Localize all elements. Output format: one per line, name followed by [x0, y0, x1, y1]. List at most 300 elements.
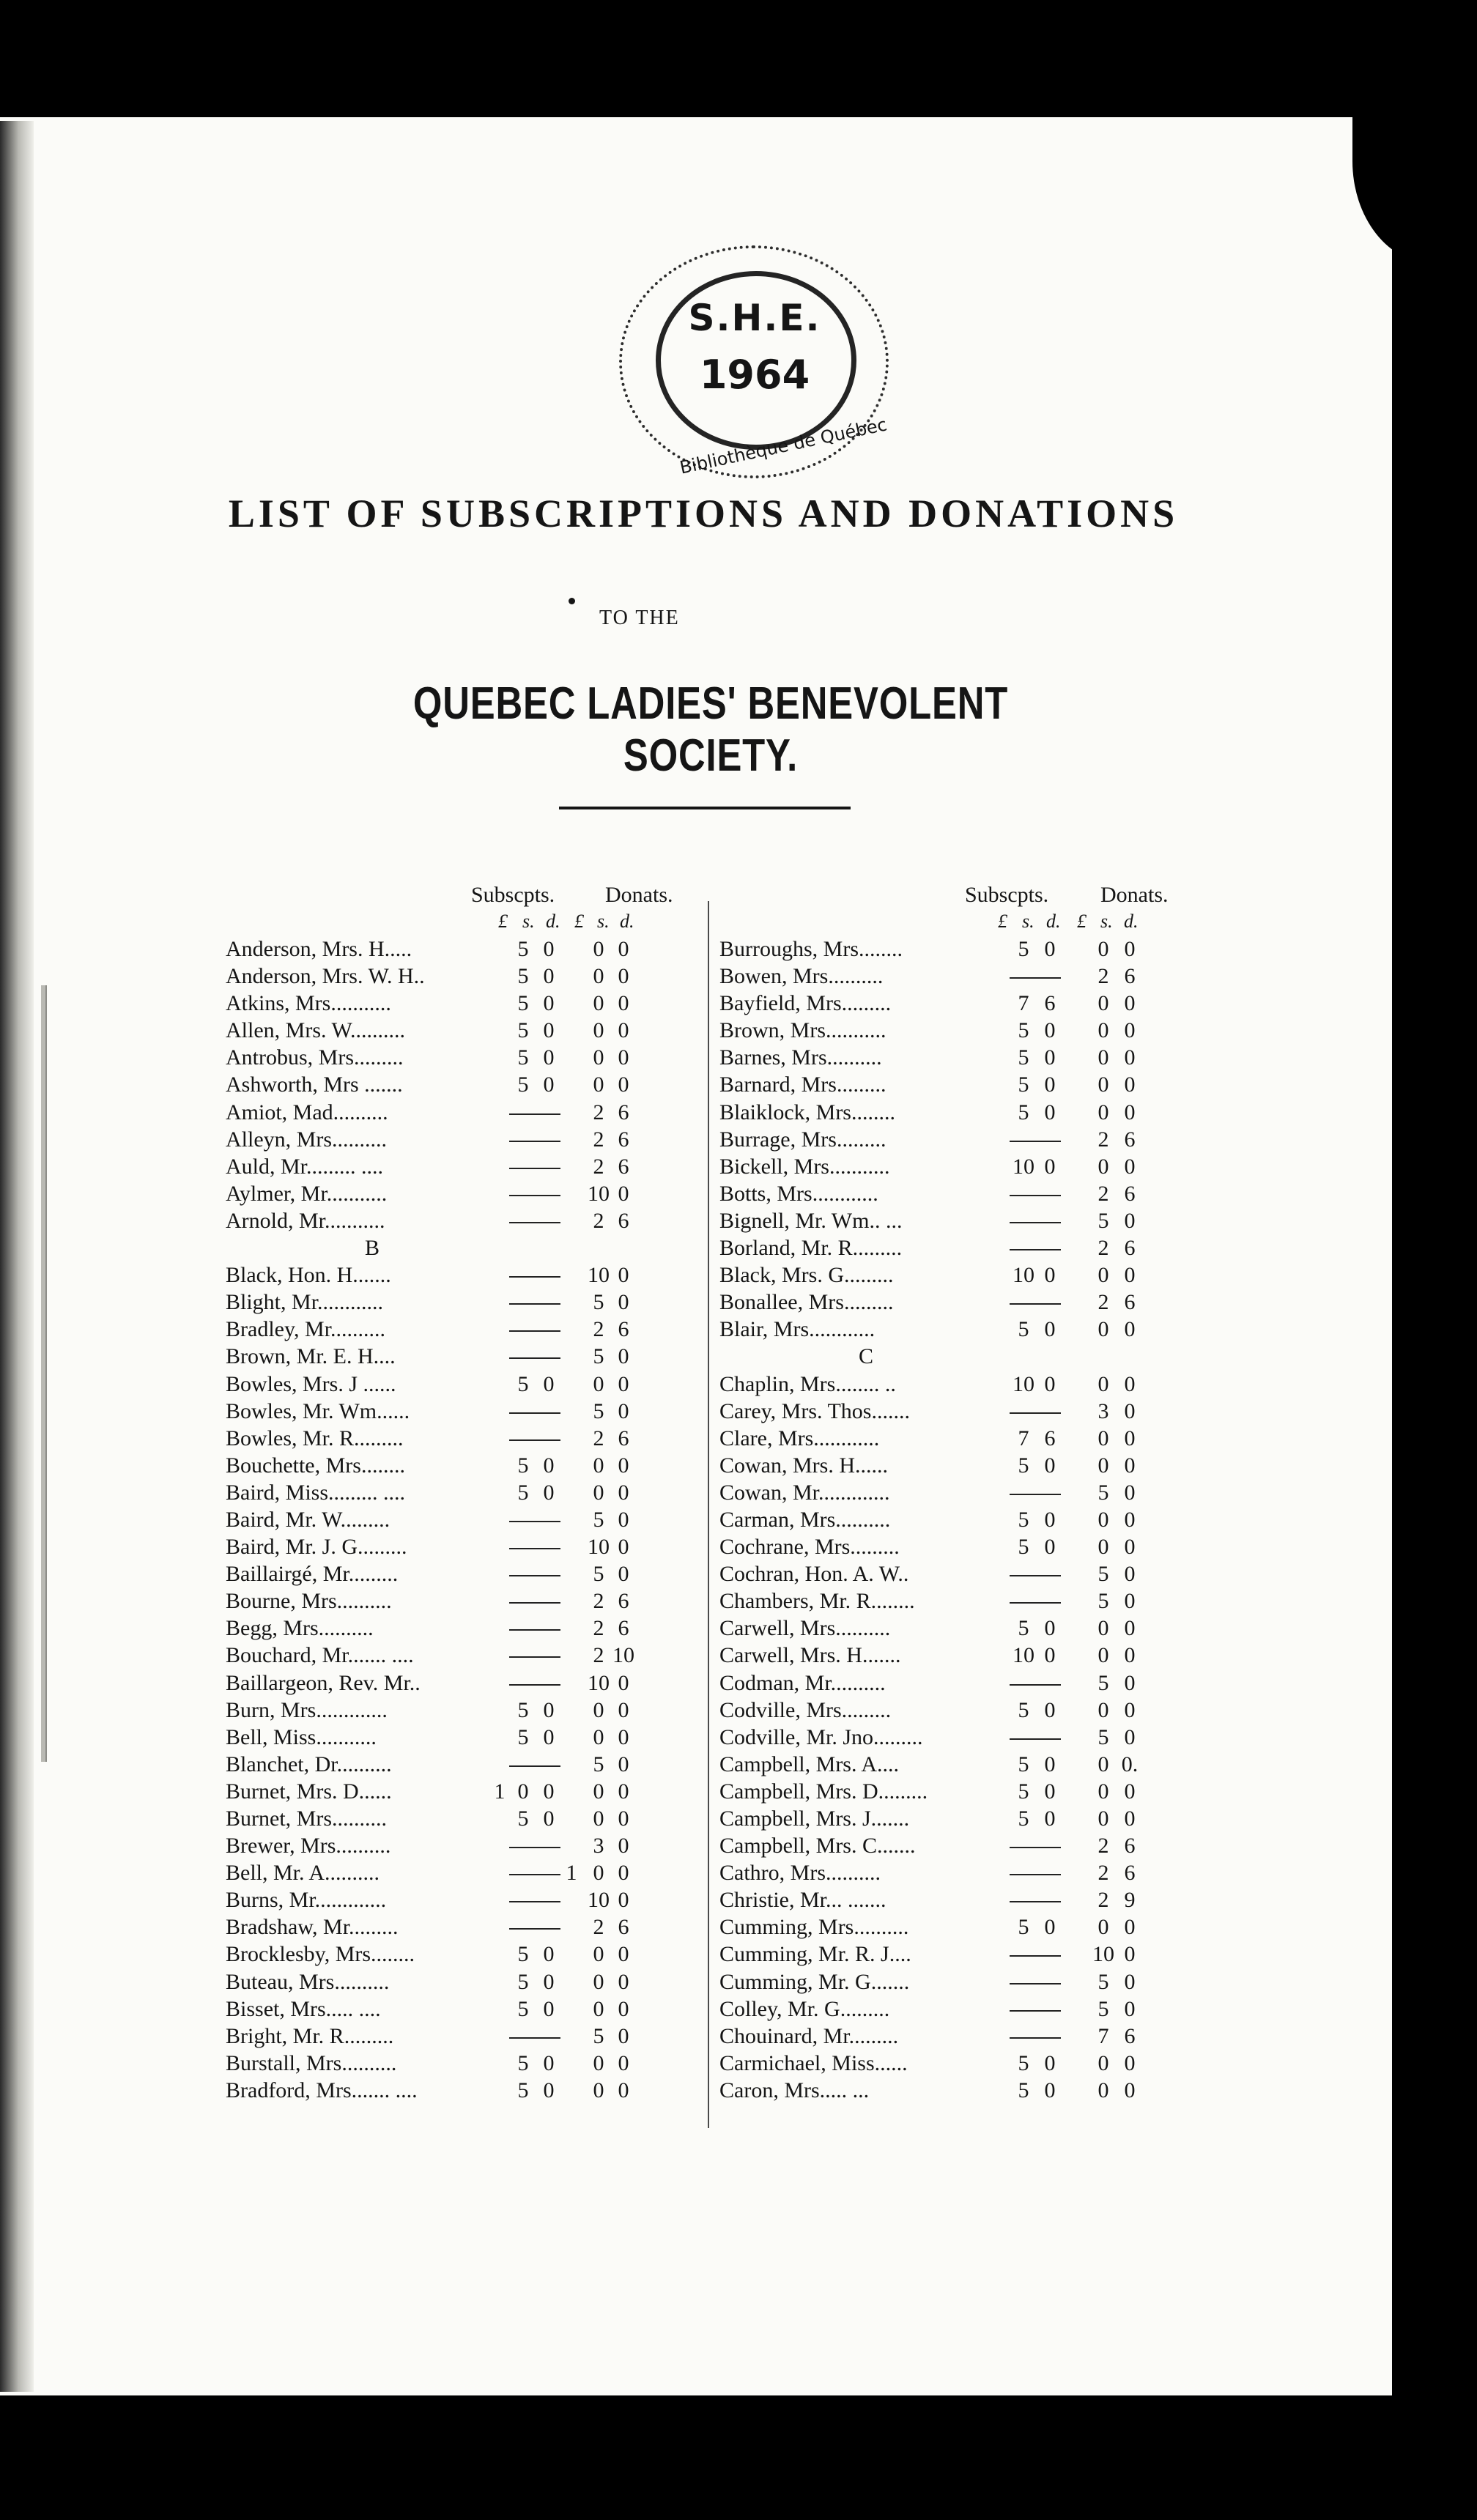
- subscriber-name: Baillargeon, Rev. Mr..: [226, 1670, 421, 1695]
- donation-shillings: 7: [1097, 2023, 1109, 2048]
- donation-shillings: 10: [1092, 1942, 1114, 1967]
- shilling-unit: s.: [1022, 911, 1034, 932]
- subscription-pence: 0: [543, 1045, 555, 1070]
- no-subscription-dash: [509, 1602, 560, 1604]
- subscriber-name: Barnes, Mrs..........: [719, 1045, 882, 1070]
- list-item: [719, 1508, 1232, 1535]
- no-subscription-dash: [1010, 1738, 1061, 1740]
- subscriber-name: Burns, Mr.............: [226, 1888, 387, 1913]
- list-item: [226, 1508, 738, 1535]
- list-item: [226, 1997, 738, 2024]
- donation-shillings: 2: [593, 1100, 604, 1124]
- donation-shillings: 2: [593, 1154, 604, 1179]
- list-item: [226, 1589, 738, 1616]
- subscriber-name: Bisset, Mrs..... ....: [226, 1996, 381, 2021]
- subscription-shillings: 5: [517, 1996, 529, 2021]
- right-column: [719, 883, 1232, 2105]
- subscriber-name: Cochrane, Mrs.........: [719, 1535, 900, 1560]
- no-subscription-dash: [509, 1330, 560, 1332]
- subscriber-name: Carey, Mrs. Thos.......: [719, 1398, 910, 1423]
- list-item: [719, 1888, 1232, 1915]
- subscriber-name: Christie, Mr... .......: [719, 1888, 886, 1913]
- donation-pence: 0: [618, 1535, 629, 1560]
- list-item: [226, 1616, 738, 1643]
- list-item: [719, 1643, 1232, 1670]
- subscription-pence: 0: [543, 964, 555, 989]
- list-item: [226, 1698, 738, 1725]
- donation-pence: 0: [1124, 1398, 1136, 1423]
- list-item: [719, 2051, 1232, 2078]
- donation-pence: 0: [1124, 1942, 1136, 1967]
- no-subscription-dash: [1010, 1195, 1061, 1196]
- donation-shillings: 2: [593, 1589, 604, 1614]
- list-item: [226, 1725, 738, 1752]
- no-subscription-dash: [509, 1629, 560, 1631]
- subscriber-name: Alleyn, Mrs..........: [226, 1127, 387, 1152]
- subscription-shillings: 5: [517, 1371, 529, 1396]
- subscriber-name: Bourne, Mrs..........: [226, 1589, 392, 1614]
- no-subscription-dash: [509, 1195, 560, 1196]
- donation-shillings: 2: [1097, 1236, 1109, 1261]
- donation-shillings: 0: [593, 2050, 604, 2075]
- donation-shillings: 10: [588, 1263, 610, 1288]
- subscription-shillings: 5: [1018, 1806, 1029, 1831]
- list-item: [226, 1806, 738, 1834]
- no-subscription-dash: [1010, 1494, 1061, 1495]
- pence-unit: d.: [546, 911, 560, 932]
- donation-shillings: 0: [593, 1861, 604, 1886]
- subscription-shillings: 5: [517, 937, 529, 961]
- print-dot: [569, 598, 575, 604]
- subscription-shillings: 5: [1018, 1507, 1029, 1532]
- subscriber-name: Campbell, Mrs. J.......: [719, 1806, 910, 1831]
- donation-pence: 0.: [1121, 1752, 1139, 1776]
- donation-shillings: 0: [593, 1969, 604, 1994]
- list-item: [719, 1372, 1232, 1399]
- subscriber-name: Barnard, Mrs.........: [719, 1072, 886, 1097]
- subscription-pence: 6: [1044, 991, 1056, 1016]
- donation-shillings: 0: [1097, 1697, 1109, 1722]
- donation-shillings: 10: [588, 1181, 610, 1206]
- donation-pence: 0: [618, 937, 629, 961]
- donation-pence: 0: [618, 1806, 629, 1831]
- subscription-shillings: 5: [1018, 1100, 1029, 1124]
- subscription-shillings: 5: [1018, 1535, 1029, 1560]
- donation-pence: 0: [1124, 1915, 1136, 1940]
- list-item: [226, 1399, 738, 1426]
- donation-pence: 0: [618, 964, 629, 989]
- currency-units: [226, 911, 738, 937]
- subscriber-name: Blaiklock, Mrs........: [719, 1100, 895, 1124]
- donation-shillings: 2: [593, 1127, 604, 1152]
- subscription-shillings: 5: [517, 1724, 529, 1749]
- subscription-shillings: 5: [517, 1480, 529, 1505]
- donation-pence: 0: [618, 1480, 629, 1505]
- list-item: [226, 1453, 738, 1480]
- list-item: [226, 1155, 738, 1182]
- donation-pence: 0: [1124, 1697, 1136, 1722]
- donation-pence: 0: [618, 1072, 629, 1097]
- list-item: [719, 1535, 1232, 1562]
- subscription-pence: 0: [1044, 1371, 1056, 1396]
- donation-shillings: 0: [593, 1996, 604, 2021]
- donation-pence: 0: [1124, 1045, 1136, 1070]
- list-item: [719, 1806, 1232, 1834]
- no-subscription-dash: [1010, 1141, 1061, 1142]
- subscription-pence: 6: [1044, 1426, 1056, 1450]
- list-item: [719, 1698, 1232, 1725]
- list-item: [719, 1725, 1232, 1752]
- subscriber-name: Burnet, Mrs. D......: [226, 1779, 392, 1804]
- donation-pence: 6: [618, 1317, 629, 1342]
- donation-pence: 0: [1124, 1018, 1136, 1043]
- subscriber-name: Chambers, Mr. R........: [719, 1589, 915, 1614]
- subscriber-name: Codville, Mrs.........: [719, 1697, 892, 1722]
- pound-unit: £: [574, 911, 584, 932]
- list-item: [719, 1752, 1232, 1779]
- subscription-pence: 0: [1044, 1154, 1056, 1179]
- no-subscription-dash: [1010, 2037, 1061, 2039]
- donation-shillings: 2: [1097, 1861, 1109, 1886]
- subscription-shillings: 5: [1018, 1779, 1029, 1804]
- subscriber-name: Bayfield, Mrs.........: [719, 991, 892, 1016]
- donation-shillings: 0: [593, 1697, 604, 1722]
- subscription-shillings: 5: [1018, 937, 1029, 961]
- pound-unit: £: [1077, 911, 1087, 932]
- donation-pence: 0: [1124, 1996, 1136, 2021]
- list-item: [226, 2024, 738, 2051]
- donation-pence: 0: [1124, 1507, 1136, 1532]
- subscription-shillings: 5: [517, 991, 529, 1016]
- donation-shillings: 3: [593, 1834, 604, 1858]
- subscriber-name: Ashworth, Mrs .......: [226, 1072, 403, 1097]
- donation-shillings: 0: [1097, 1915, 1109, 1940]
- donation-pence: 6: [618, 1127, 629, 1152]
- no-subscription-dash: [1010, 1901, 1061, 1902]
- society-name: QUEBEC LADIES' BENEVOLENT SOCIETY.: [412, 678, 1009, 781]
- column-headings: [719, 883, 1232, 911]
- list-item: [226, 1426, 738, 1453]
- subscriber-name: Anderson, Mrs. H.....: [226, 937, 412, 961]
- subscriber-name: Baird, Mr. W.........: [226, 1507, 390, 1532]
- list-item: [226, 1942, 738, 1969]
- subscription-pence: 0: [1044, 1507, 1056, 1532]
- subscription-pence: 0: [543, 937, 555, 961]
- list-item: [226, 1182, 738, 1209]
- donation-shillings: 5: [1097, 1969, 1109, 1994]
- subscription-pence: 0: [543, 1779, 555, 1804]
- subscription-shillings: 5: [517, 964, 529, 989]
- stamp-initials: S.H.E.: [688, 297, 821, 339]
- section-letter: [226, 1236, 738, 1263]
- donation-shillings: 0: [1097, 1072, 1109, 1097]
- donation-pence: 6: [618, 1154, 629, 1179]
- page-edge: [0, 121, 34, 2392]
- donations-heading: Donats.: [1100, 883, 1169, 907]
- donation-shillings: 2: [1097, 1181, 1109, 1206]
- subscriber-name: Antrobus, Mrs.........: [226, 1045, 404, 1070]
- list-item: [719, 964, 1232, 991]
- left-entries: [226, 937, 738, 2105]
- subscriber-name: Burrage, Mrs.........: [719, 1127, 886, 1152]
- list-item: [226, 1752, 738, 1779]
- list-item: [226, 1344, 738, 1371]
- subscriber-name: Arnold, Mr...........: [226, 1208, 385, 1233]
- currency-units: [719, 911, 1232, 937]
- list-item: [226, 1372, 738, 1399]
- subscriber-name: Carman, Mrs..........: [719, 1507, 891, 1532]
- list-title: LIST OF SUBSCRIPTIONS AND DONATIONS: [228, 492, 1179, 536]
- list-item: [719, 991, 1232, 1018]
- donation-shillings: 0: [593, 991, 604, 1016]
- subscriber-name: Black, Mrs. G.........: [719, 1263, 894, 1288]
- subscriber-name: Bradford, Mrs....... ....: [226, 2078, 418, 2102]
- subscription-shillings: 5: [517, 2050, 529, 2075]
- subscription-shillings: 10: [1013, 1263, 1034, 1288]
- no-subscription-dash: [509, 1548, 560, 1549]
- donation-pence: 0: [1124, 1426, 1136, 1450]
- donation-pence: 0: [618, 1861, 629, 1886]
- donation-pence: 9: [1124, 1888, 1136, 1913]
- no-subscription-dash: [509, 1141, 560, 1142]
- donation-shillings: 0: [593, 1045, 604, 1070]
- donation-shillings: 10: [588, 1888, 610, 1913]
- list-item: [226, 1100, 738, 1127]
- donation-pence: 0: [618, 1290, 629, 1315]
- donation-pence: 0: [618, 1779, 629, 1804]
- donation-pence: 0: [618, 1018, 629, 1043]
- subscription-shillings: 0: [517, 1779, 529, 1804]
- no-subscription-dash: [509, 1303, 560, 1305]
- donation-pence: 0: [1124, 1480, 1136, 1505]
- donation-shillings: 0: [593, 1779, 604, 1804]
- list-item: [719, 1236, 1232, 1263]
- subscriber-name: Anderson, Mrs. W. H..: [226, 964, 425, 989]
- subscription-shillings: 5: [1018, 1616, 1029, 1641]
- list-item: [226, 1834, 738, 1861]
- donation-pence: 6: [618, 1426, 629, 1450]
- subscriber-name: Brown, Mr. E. H....: [226, 1344, 396, 1369]
- donation-pence: 0: [1124, 2078, 1136, 2102]
- no-subscription-dash: [509, 2037, 560, 2039]
- donation-shillings: 0: [593, 1480, 604, 1505]
- subscriber-name: Botts, Mrs............: [719, 1181, 878, 1206]
- donation-shillings: 0: [1097, 2050, 1109, 2075]
- donation-shillings: 5: [593, 1752, 604, 1776]
- donation-pence: 6: [1124, 1181, 1136, 1206]
- donation-pence: 0: [618, 1398, 629, 1423]
- title-rule: [559, 807, 851, 809]
- list-item: [226, 2078, 738, 2105]
- shilling-unit: s.: [1100, 911, 1113, 932]
- subscription-shillings: 5: [1018, 1453, 1029, 1478]
- list-item: [719, 2078, 1232, 2105]
- list-item: [226, 1263, 738, 1290]
- list-item: [226, 1535, 738, 1562]
- library-stamp: [597, 227, 912, 483]
- donation-shillings: 5: [1097, 1562, 1109, 1587]
- no-subscription-dash: [509, 1412, 560, 1414]
- no-subscription-dash: [1010, 977, 1061, 979]
- donation-pence: 0: [618, 1507, 629, 1532]
- list-item: [719, 1970, 1232, 1997]
- donation-pence: 6: [1124, 1834, 1136, 1858]
- subscription-shillings: 10: [1013, 1643, 1034, 1668]
- subscriber-name: Codman, Mr..........: [719, 1670, 886, 1695]
- donation-shillings: 0: [593, 1453, 604, 1478]
- donation-shillings: 2: [1097, 1888, 1109, 1913]
- subscription-shillings: 5: [1018, 1018, 1029, 1043]
- subscriber-name: Campbell, Mrs. A....: [719, 1752, 899, 1776]
- donation-pence: 0: [618, 1942, 629, 1967]
- list-item: [719, 1209, 1232, 1236]
- no-subscription-dash: [509, 1113, 560, 1115]
- donation-shillings: 0: [1097, 1453, 1109, 1478]
- subscription-shillings: 5: [1018, 1317, 1029, 1342]
- donation-shillings: 0: [1097, 1317, 1109, 1342]
- subscription-pence: 0: [1044, 1317, 1056, 1342]
- donation-pence: 0: [1124, 1724, 1136, 1749]
- donation-pence: 6: [618, 1915, 629, 1940]
- subscriber-name: Chouinard, Mr.........: [719, 2023, 899, 2048]
- column-headings: [226, 883, 738, 911]
- shilling-unit: s.: [522, 911, 535, 932]
- donation-pence: 0: [618, 991, 629, 1016]
- subscriber-name: Campbell, Mrs. D.........: [719, 1779, 928, 1804]
- subscriber-name: Burnet, Mrs..........: [226, 1806, 387, 1831]
- subscription-shillings: 5: [517, 2078, 529, 2102]
- donation-pence: 0: [618, 1888, 629, 1913]
- donation-shillings: 3: [1097, 1398, 1109, 1423]
- list-item: [719, 937, 1232, 964]
- list-item: [226, 1045, 738, 1072]
- list-item: [226, 1915, 738, 1942]
- list-item: [226, 1562, 738, 1589]
- pound-unit: £: [998, 911, 1007, 932]
- subscriber-name: Buteau, Mrs..........: [226, 1969, 390, 1994]
- no-subscription-dash: [1010, 1575, 1061, 1576]
- donation-pence: 6: [618, 1208, 629, 1233]
- subscription-shillings: 5: [517, 1072, 529, 1097]
- donation-shillings: 10: [588, 1535, 610, 1560]
- subscription-pence: 0: [1044, 1779, 1056, 1804]
- subscription-shillings: 5: [1018, 1915, 1029, 1940]
- list-item: [719, 2024, 1232, 2051]
- left-column: [226, 883, 738, 2105]
- donation-shillings: 0: [1097, 1507, 1109, 1532]
- donation-shillings: 5: [593, 1507, 604, 1532]
- donation-shillings: 0: [1097, 937, 1109, 961]
- subscriber-name: Begg, Mrs..........: [226, 1616, 374, 1641]
- donation-pence: 0: [1124, 1643, 1136, 1668]
- subscription-shillings: 5: [517, 1697, 529, 1722]
- subscriber-name: Bradshaw, Mr.........: [226, 1915, 399, 1940]
- donation-shillings: 2: [1097, 1290, 1109, 1315]
- donation-pence: 0: [1124, 1670, 1136, 1695]
- subscription-pounds: 1: [494, 1779, 506, 1804]
- list-item: [719, 1018, 1232, 1045]
- donation-pence: 0: [1124, 991, 1136, 1016]
- no-subscription-dash: [1010, 1847, 1061, 1848]
- donation-shillings: 0: [1097, 1426, 1109, 1450]
- shilling-unit: s.: [597, 911, 610, 932]
- list-item: [719, 1834, 1232, 1861]
- subscription-shillings: 5: [517, 1453, 529, 1478]
- donation-pence: 6: [1124, 1127, 1136, 1152]
- list-item: [719, 1290, 1232, 1317]
- donation-shillings: 0: [1097, 1154, 1109, 1179]
- donation-shillings: 0: [1097, 1045, 1109, 1070]
- list-item: [226, 1480, 738, 1508]
- donation-shillings: 0: [1097, 1779, 1109, 1804]
- subscription-shillings: 5: [1018, 1752, 1029, 1776]
- no-subscription-dash: [509, 1847, 560, 1848]
- donation-shillings: 2: [593, 1643, 604, 1668]
- subscription-shillings: 5: [1018, 1697, 1029, 1722]
- pound-unit: £: [498, 911, 508, 932]
- subscriber-name: Cumming, Mrs..........: [719, 1915, 909, 1940]
- no-subscription-dash: [1010, 1303, 1061, 1305]
- no-subscription-dash: [509, 1276, 560, 1278]
- no-subscription-dash: [509, 1439, 560, 1441]
- subscriber-name: Bowen, Mrs..........: [719, 964, 884, 989]
- pence-unit: d.: [620, 911, 634, 932]
- list-item: [226, 1018, 738, 1045]
- no-subscription-dash: [509, 1928, 560, 1930]
- subscriber-name: Blanchet, Dr..........: [226, 1752, 392, 1776]
- donation-pence: 0: [1124, 1208, 1136, 1233]
- subscriber-name: Baillairgé, Mr.........: [226, 1562, 399, 1587]
- donation-shillings: 0: [1097, 1806, 1109, 1831]
- list-item: [719, 1616, 1232, 1643]
- subscription-pence: 0: [1044, 2050, 1056, 2075]
- list-item: [719, 1671, 1232, 1698]
- list-item: [719, 1453, 1232, 1480]
- donation-pence: 0: [618, 1724, 629, 1749]
- donation-shillings: 0: [593, 1806, 604, 1831]
- no-subscription-dash: [509, 1874, 560, 1875]
- donation-pence: 0: [1124, 1371, 1136, 1396]
- list-item: [719, 1072, 1232, 1100]
- list-item: [719, 1127, 1232, 1155]
- donation-pence: 0: [618, 1344, 629, 1369]
- donation-shillings: 5: [1097, 1996, 1109, 2021]
- donation-pence: 0: [1124, 1616, 1136, 1641]
- donation-pence: 0: [1124, 2050, 1136, 2075]
- donation-pence: 0: [1124, 937, 1136, 961]
- subscription-shillings: 10: [1013, 1154, 1034, 1179]
- donation-shillings: 5: [1097, 1208, 1109, 1233]
- list-item: [719, 1861, 1232, 1888]
- donation-shillings: 2: [1097, 964, 1109, 989]
- donation-shillings: 0: [1097, 2078, 1109, 2102]
- subscription-pence: 0: [1044, 1752, 1056, 1776]
- list-item: [719, 1317, 1232, 1344]
- no-subscription-dash: [1010, 1983, 1061, 1984]
- list-item: [226, 1861, 738, 1888]
- subscriber-name: Atkins, Mrs...........: [226, 991, 391, 1016]
- subscription-shillings: 5: [517, 1045, 529, 1070]
- subscription-pence: 0: [1044, 1263, 1056, 1288]
- subtitle-to-the: TO THE: [599, 607, 680, 629]
- subscriber-name: Blair, Mrs............: [719, 1317, 876, 1342]
- no-subscription-dash: [1010, 1222, 1061, 1223]
- subscriber-name: Bright, Mr. R.........: [226, 2023, 394, 2048]
- donation-pence: 6: [1124, 1290, 1136, 1315]
- list-item: [719, 1997, 1232, 2024]
- stamp-year: 1964: [699, 352, 810, 398]
- donation-shillings: 0: [1097, 1100, 1109, 1124]
